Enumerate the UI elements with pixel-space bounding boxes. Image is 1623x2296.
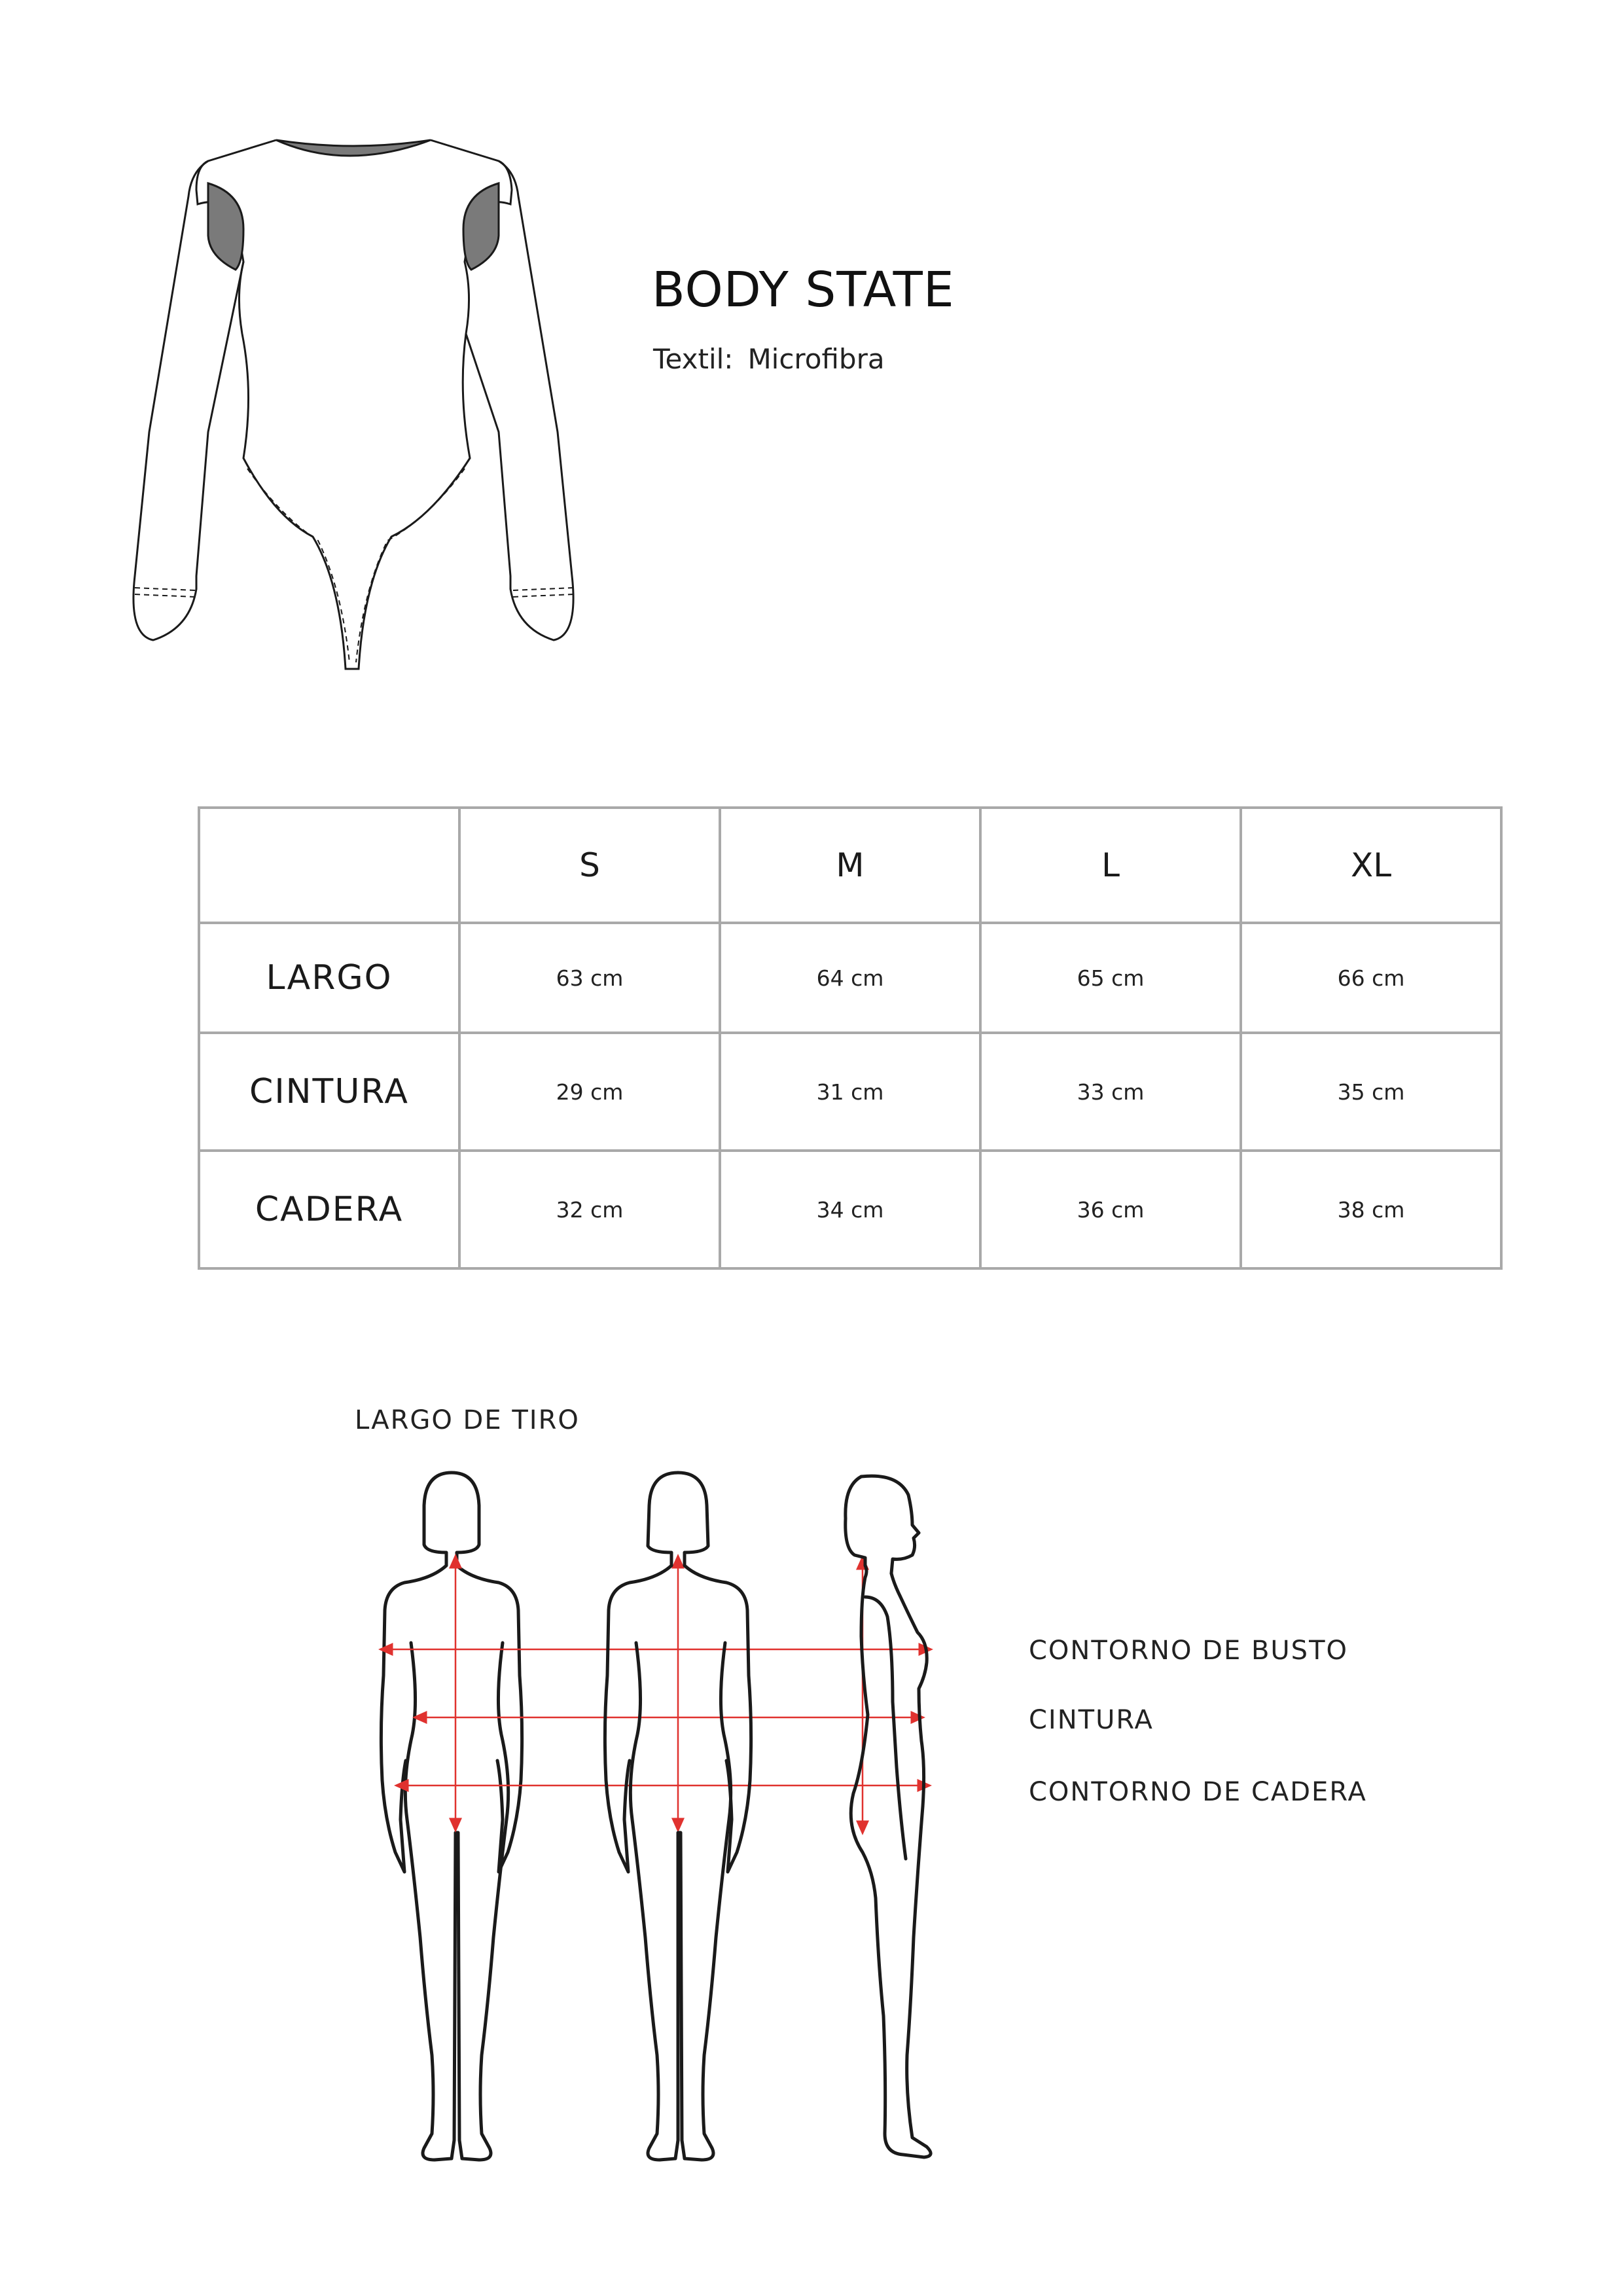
back-figure <box>605 1473 751 2160</box>
label-contorno-busto: CONTORNO DE BUSTO <box>1029 1636 1348 1666</box>
cell-value: 31 cm <box>720 1033 980 1151</box>
fabric-info <box>653 343 885 375</box>
cell-value: 35 cm <box>1241 1033 1501 1151</box>
product-title: BODY STATE <box>652 262 955 318</box>
size-table-header <box>199 808 1501 923</box>
cell-value: 34 cm <box>720 1151 980 1268</box>
cell-value: 38 cm <box>1241 1151 1501 1268</box>
table-row-cadera <box>199 1151 1501 1268</box>
header-size-l: L <box>980 808 1241 923</box>
size-table <box>198 806 1503 1270</box>
fabric-label: Textil: <box>653 343 734 375</box>
row-label: LARGO <box>199 923 459 1033</box>
header-size-s: S <box>459 808 720 923</box>
front-figure <box>381 1473 522 2160</box>
header-empty <box>199 808 459 923</box>
cell-value: 65 cm <box>980 923 1241 1033</box>
fabric-value: Microfibra <box>747 343 885 375</box>
row-label: CADERA <box>199 1151 459 1268</box>
cell-value: 33 cm <box>980 1033 1241 1151</box>
cell-value: 63 cm <box>459 923 720 1033</box>
cell-value: 36 cm <box>980 1151 1241 1268</box>
label-largo-de-tiro: LARGO DE TIRO <box>355 1405 580 1435</box>
table-row-cintura <box>199 1033 1501 1151</box>
label-contorno-cadera: CONTORNO DE CADERA <box>1029 1777 1367 1807</box>
table-row-largo <box>199 923 1501 1033</box>
header-size-xl: XL <box>1241 808 1501 923</box>
cell-value: 32 cm <box>459 1151 720 1268</box>
cell-value: 29 cm <box>459 1033 720 1151</box>
header-size-m: M <box>720 808 980 923</box>
cell-value: 64 cm <box>720 923 980 1033</box>
label-cintura: CINTURA <box>1029 1705 1154 1735</box>
side-figure <box>846 1476 931 2157</box>
cell-value: 66 cm <box>1241 923 1501 1033</box>
row-label: CINTURA <box>199 1033 459 1151</box>
